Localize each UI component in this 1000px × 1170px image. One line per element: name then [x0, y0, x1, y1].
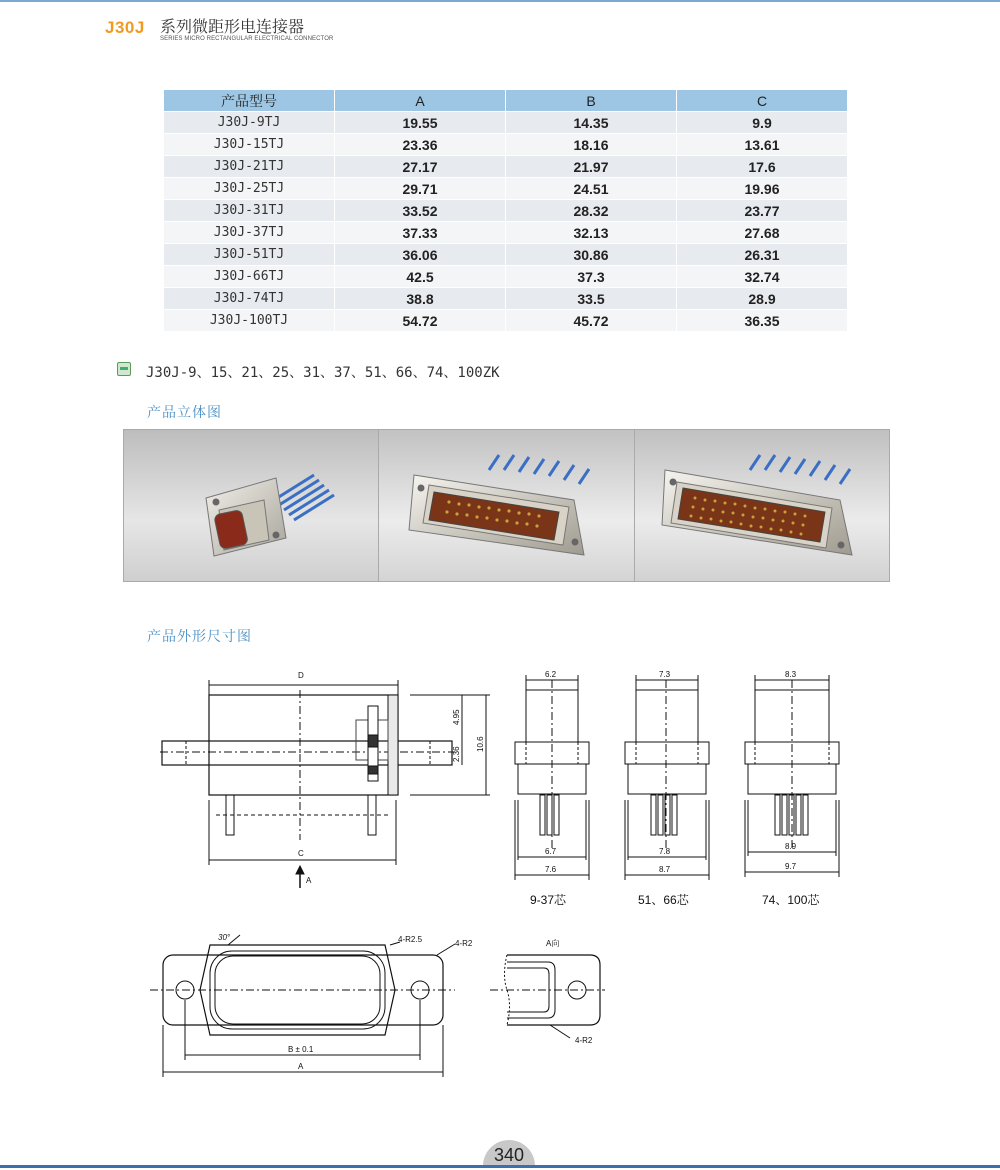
product-photo-large [634, 429, 890, 582]
table-row [164, 244, 848, 266]
cell-c: 28.9 [677, 288, 848, 310]
label-d: D [298, 671, 304, 680]
cell-c: 27.68 [677, 222, 848, 244]
caption-9-37: 9-37芯 [530, 893, 567, 907]
model-list: J30J-9、15、21、25、31、37、51、66、74、100ZK [146, 365, 500, 381]
cell-b: 32.13 [506, 222, 677, 244]
cell-a: 19.55 [335, 112, 506, 134]
table-header-row [164, 90, 848, 112]
table-row [164, 112, 848, 134]
label-8-3: 8.3 [785, 670, 797, 679]
cell-c: 32.74 [677, 266, 848, 288]
col-header-b: B [506, 90, 677, 112]
label-b-tol: B ± 0.1 [288, 1045, 314, 1054]
cell-b: 21.97 [506, 156, 677, 178]
cell-model: J30J-15TJ [164, 134, 335, 156]
cell-a: 29.71 [335, 178, 506, 200]
label-2-36: 2.36 [452, 746, 461, 762]
cell-a: 37.33 [335, 222, 506, 244]
caption-74-100: 74、100芯 [762, 893, 820, 907]
label-a-dim: A [298, 1062, 304, 1071]
cell-b: 33.5 [506, 288, 677, 310]
dimension-drawing [150, 660, 850, 1090]
cell-model: J30J-100TJ [164, 310, 335, 332]
table-row [164, 222, 848, 244]
product-photo-small [123, 429, 379, 582]
label-9-7: 9.7 [785, 862, 797, 871]
cell-b: 37.3 [506, 266, 677, 288]
brand-logo: J30J [105, 18, 145, 37]
col-header-a: A [335, 90, 506, 112]
cell-c: 9.9 [677, 112, 848, 134]
label-a-view: A [306, 876, 312, 885]
series-title: 系列微距形电连接器 [160, 17, 305, 36]
section-dims-title: 产品外形尺寸图 [147, 629, 252, 645]
label-4-95: 4.95 [452, 709, 461, 725]
cell-model: J30J-37TJ [164, 222, 335, 244]
top-rule [0, 0, 1000, 2]
label-7-3: 7.3 [659, 670, 671, 679]
col-header-model: 产品型号 [164, 90, 335, 112]
cell-a: 38.8 [335, 288, 506, 310]
cell-b: 28.32 [506, 200, 677, 222]
section-3d-title: 产品立体图 [147, 405, 222, 421]
table-row [164, 178, 848, 200]
cell-c: 19.96 [677, 178, 848, 200]
product-photo-medium [378, 429, 635, 582]
col-header-c: C [677, 90, 848, 112]
cell-model: J30J-66TJ [164, 266, 335, 288]
series-subtitle: SERIES MICRO RECTANGULAR ELECTRICAL CONNECTOR [160, 36, 334, 42]
label-7-6: 7.6 [545, 865, 557, 874]
cell-b: 14.35 [506, 112, 677, 134]
cell-a: 23.36 [335, 134, 506, 156]
label-4-r2: 4-R2 [455, 939, 473, 948]
label-c: C [298, 849, 304, 858]
label-4-r2-5: 4-R2.5 [398, 935, 423, 944]
table-row [164, 200, 848, 222]
label-8-7: 8.7 [659, 865, 671, 874]
cell-a: 42.5 [335, 266, 506, 288]
cell-c: 23.77 [677, 200, 848, 222]
cell-model: J30J-31TJ [164, 200, 335, 222]
label-6-2: 6.2 [545, 670, 557, 679]
product-bullet-icon [117, 362, 131, 376]
cell-model: J30J-9TJ [164, 112, 335, 134]
table-row [164, 310, 848, 332]
label-8-9: 8.9 [785, 842, 797, 851]
cell-b: 24.51 [506, 178, 677, 200]
label-a-direction: A向 [546, 939, 560, 948]
cell-model: J30J-25TJ [164, 178, 335, 200]
label-10-6: 10.6 [476, 736, 485, 752]
cell-c: 26.31 [677, 244, 848, 266]
cell-a: 54.72 [335, 310, 506, 332]
table-row [164, 156, 848, 178]
cell-a: 36.06 [335, 244, 506, 266]
page-number: 340 [483, 1140, 535, 1168]
table-row [164, 266, 848, 288]
cell-b: 30.86 [506, 244, 677, 266]
cell-c: 13.61 [677, 134, 848, 156]
cell-c: 17.6 [677, 156, 848, 178]
cell-model: J30J-51TJ [164, 244, 335, 266]
cell-a: 33.52 [335, 200, 506, 222]
cell-c: 36.35 [677, 310, 848, 332]
label-7-8: 7.8 [659, 847, 671, 856]
label-6-7: 6.7 [545, 847, 557, 856]
label-4-r2-b: 4-R2 [575, 1036, 593, 1045]
caption-51-66: 51、66芯 [638, 893, 689, 907]
cell-model: J30J-21TJ [164, 156, 335, 178]
label-angle: 30° [218, 933, 231, 942]
cell-b: 18.16 [506, 134, 677, 156]
dimension-table [163, 89, 848, 332]
table-row [164, 134, 848, 156]
cell-model: J30J-74TJ [164, 288, 335, 310]
cell-a: 27.17 [335, 156, 506, 178]
cell-b: 45.72 [506, 310, 677, 332]
table-row [164, 288, 848, 310]
